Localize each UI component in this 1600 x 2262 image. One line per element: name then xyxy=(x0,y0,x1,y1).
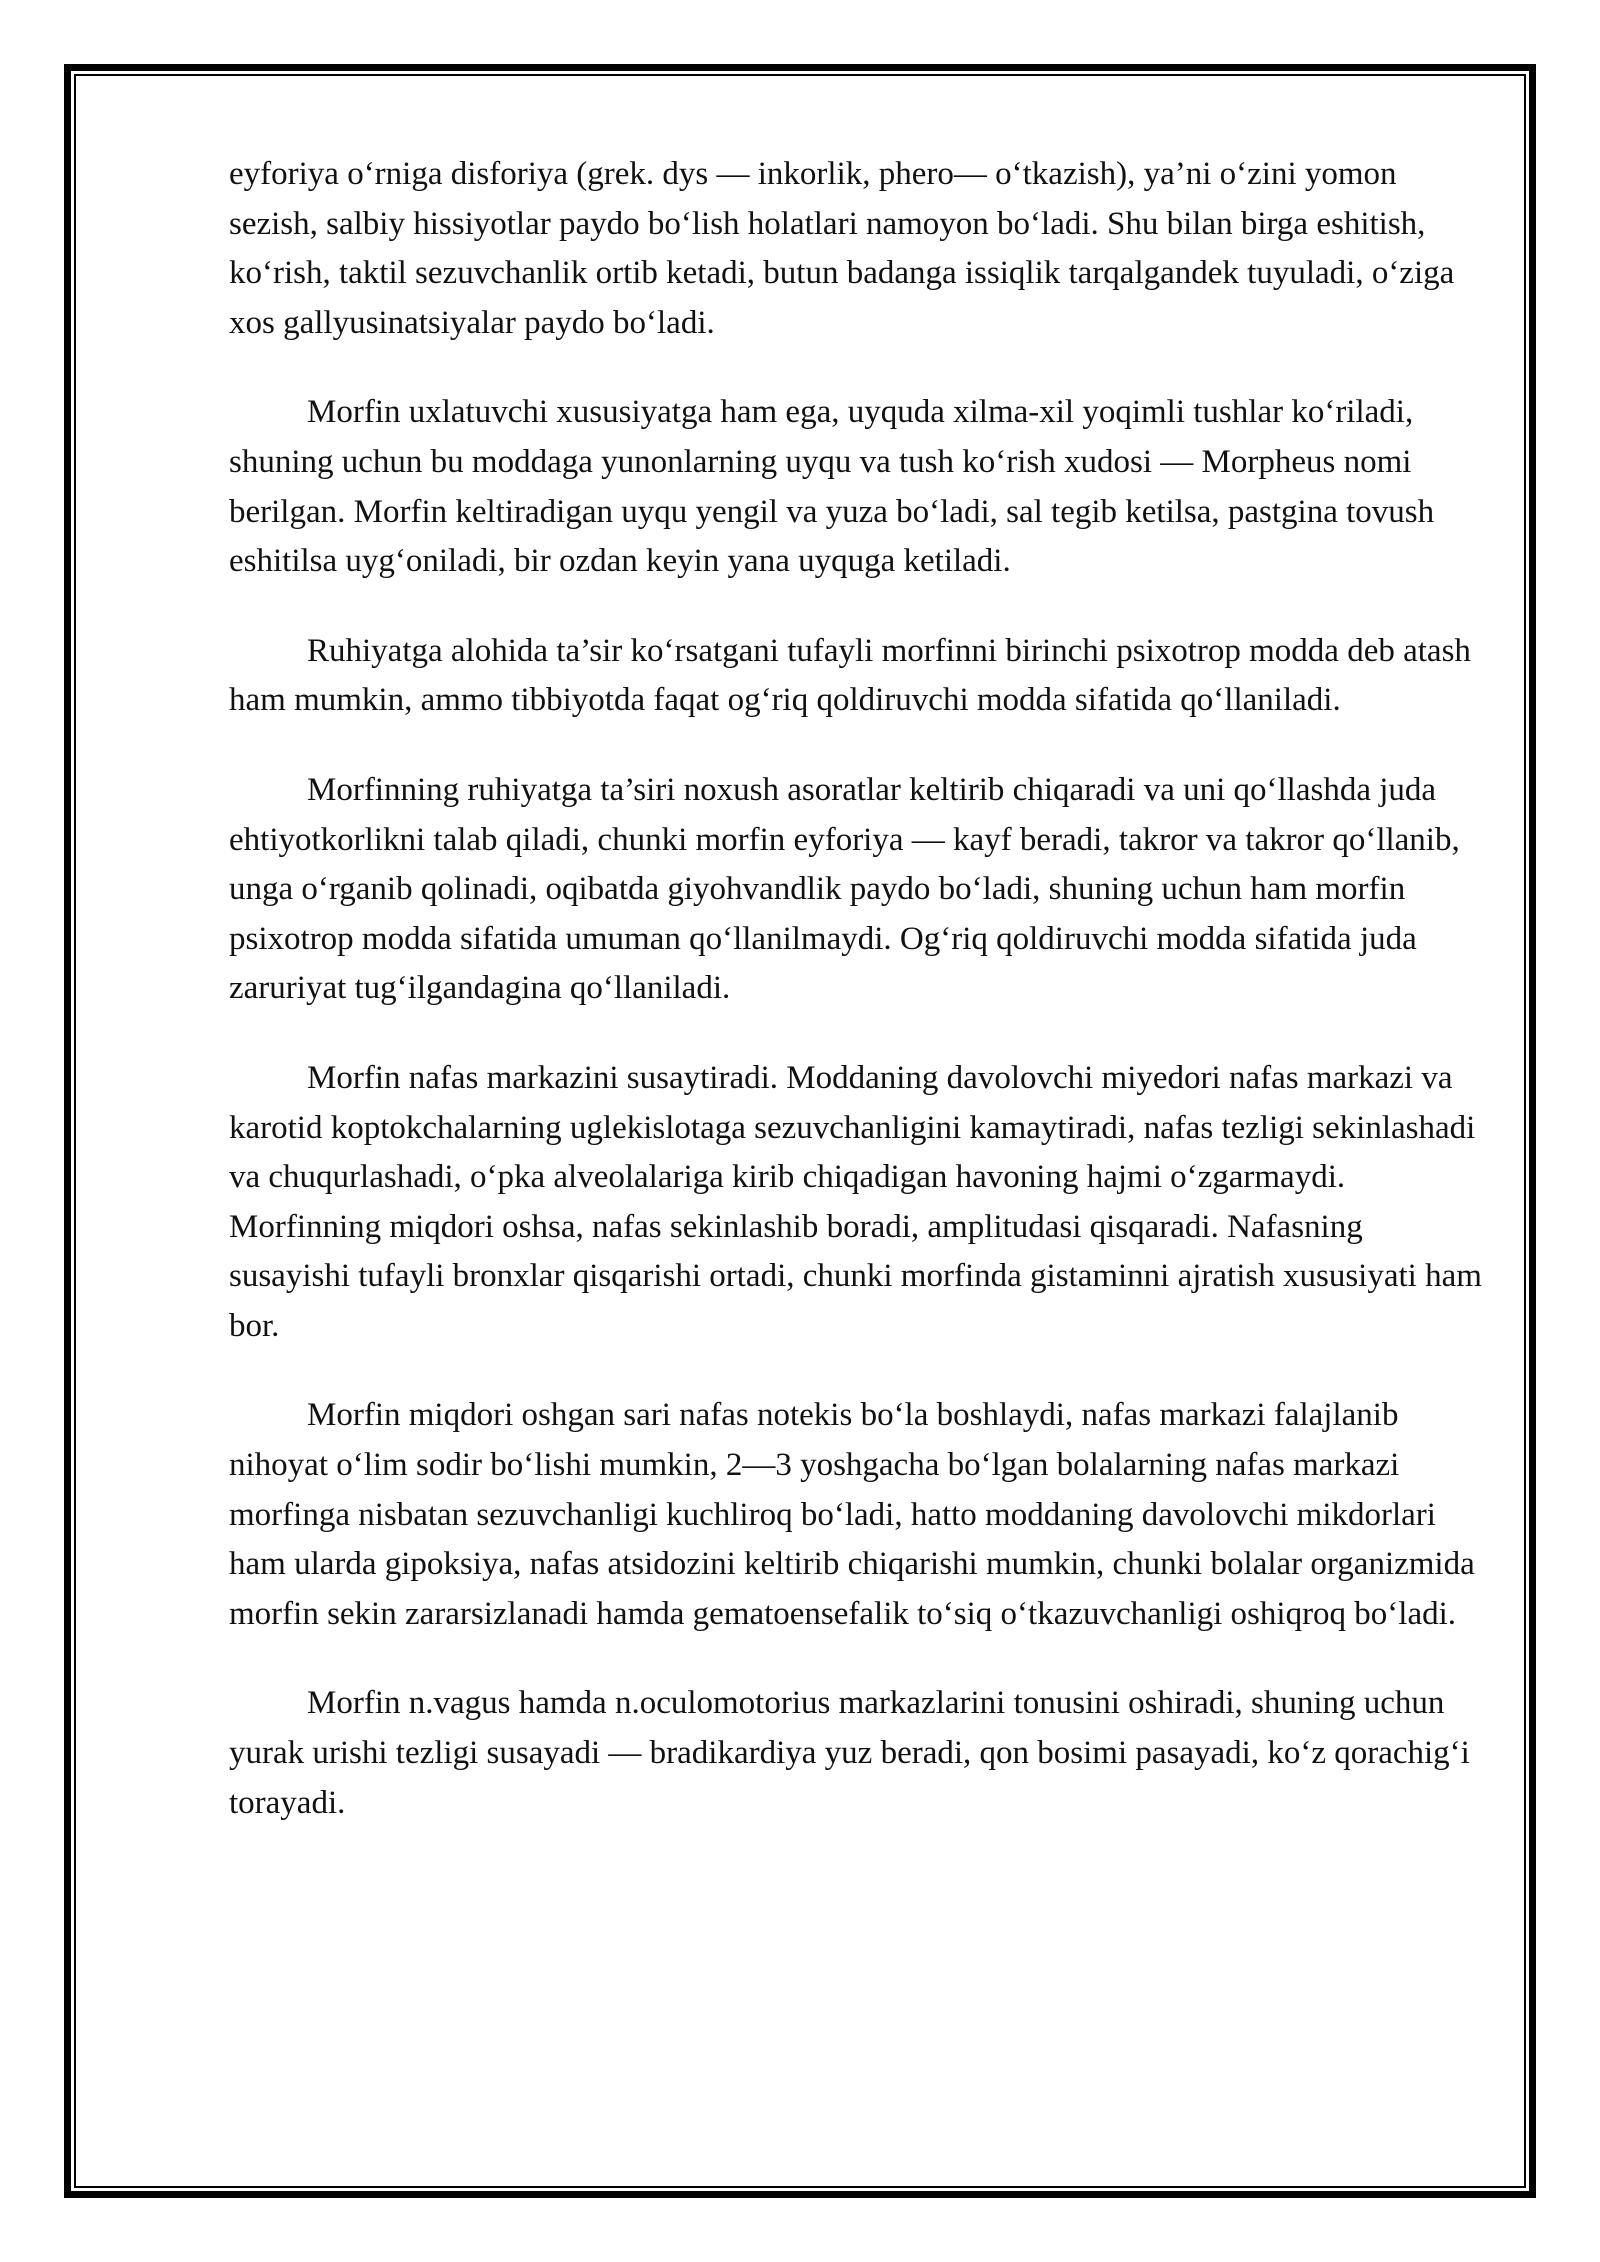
paragraph-3: Ruhiyatga alohida ta’sir ko‘rsatgani tufayli morfinni birinchi psixotrop modda deb atash ham mumkin, ammo tibbiyotda faqat og‘riq qoldiruvchi modda sifatida qo‘llaniladi. xyxy=(229,632,1471,719)
paragraph-6: Morfin miqdori oshgan sari nafas notekis bo‘la boshlaydi, nafas markazi falajlanib nihoyat o‘lim sodir bo‘lishi mumkin, 2—3 yoshgacha bo‘lgan bolalarning nafas markazi morfinga nisbatan sezuvchanligi kuchliroq bo‘ladi, hatto moddaning davolovchi mikdorlari ham ularda gipoksiya, nafas atsidozini keltirib chiqarishi mumkin, chunki bolalar organizmida morfin sekin zararsizlanadi hamda gematoensefalik to‘siq o‘tkazuvchanligi oshiqroq bo‘ladi. xyxy=(229,1397,1475,1632)
paragraph-1: eyforiya o‘rniga disforiya (grek. dys — inkorlik, phero— o‘tkazish), ya’ni o‘zini yomon sezish, salbiy hissiyotlar paydo bo‘lish holatlari namoyon bo‘ladi. Shu bilan birga eshitish, ko‘rish, taktil sezuvchanlik ortib ketadi, butun badanga issiqlik tarqalgandek tuyuladi, o‘ziga xos gallyusinatsiyalar paydo bo‘ladi. xyxy=(229,156,1455,341)
paragraph-2: Morfin uxlatuvchi xususiyatga ham ega, uyquda xilma-xil yoqimli tushlar ko‘riladi, shuning uchun bu moddaga yunonlarning uyqu va tush ko‘rish xudosi — Morpheus nomi berilgan. Morfin keltiradigan uyqu yengil va yuza bo‘ladi, sal tegib ketilsa, pastgina tovush eshitilsa uyg‘oniladi, bir ozdan keyin yana uyquga ketiladi. xyxy=(229,394,1435,580)
paragraph-5: Morfin nafas markazini susaytiradi. Moddaning davolovchi miyedori nafas markazi va karotid koptokchalarning uglekislotaga sezuvchanligini kamaytiradi, nafas tezligi sekinlashadi va chuqurlashadi, o‘pka alveolalariga kirib chiqadigan havoning hajmi o‘zgarmaydi. Morfinning miqdori oshsa, nafas sekinlashib boradi, amplitudasi qisqaradi. Nafasning susayishi tufayli bronxlar qisqarishi ortadi, chunki morfinda gistaminni ajratish xususiyati ham bor. xyxy=(229,1059,1482,1344)
paragraph-7: Morfin n.vagus hamda n.oculomotorius markazlarini tonusini oshiradi, shuning uchun yurak urishi tezligi susayadi — bradikardiya yuz beradi, qon bosimi pasayadi, ko‘z qorachig‘i torayadi. xyxy=(229,1685,1470,1821)
paragraph-4: Morfinning ruhiyatga ta’siri noxush asoratlar keltirib chiqaradi va uni qo‘llashda juda ehtiyotkorlikni talab qiladi, chunki morfin eyforiya — kayf beradi, takror va takror qo‘llanib, unga o‘rganib qolinadi, oqibatda giyohvandlik paydo bo‘ladi, shuning uchun ham morfin psixotrop modda sifatida umuman qo‘llanilmaydi. Og‘riq qoldiruvchi modda sifatida juda zaruriyat tug‘ilgandagina qo‘llaniladi. xyxy=(229,771,1460,1007)
document-body xyxy=(229,150,1491,1868)
